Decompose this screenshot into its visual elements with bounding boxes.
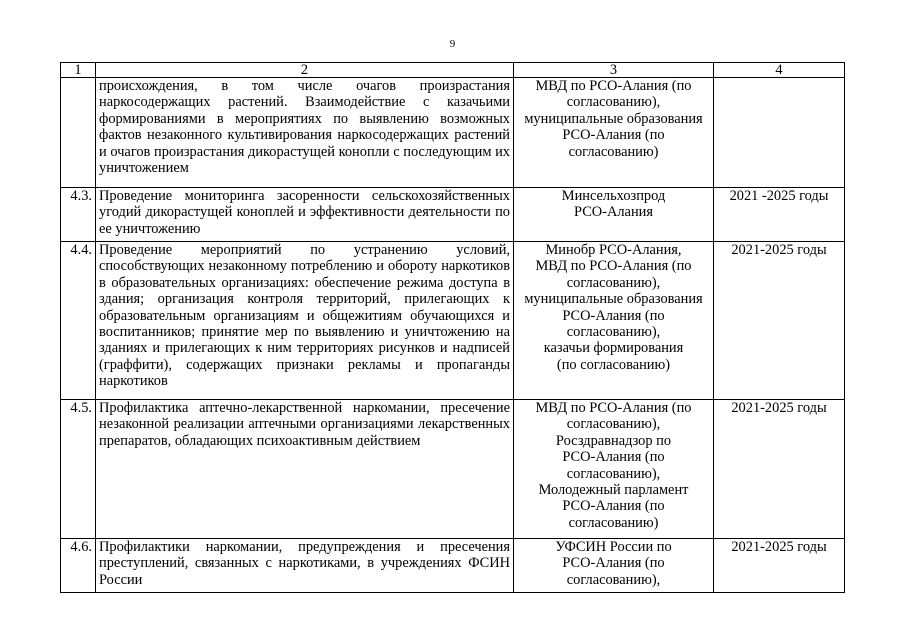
executor-line: согласованию) [568, 514, 659, 531]
period: 2021-2025 годы [714, 539, 845, 593]
executor-line: МВД по РСО-Алания (по [535, 78, 692, 94]
item-number: 4.5. [61, 400, 96, 539]
period: 2021 -2025 годы [714, 188, 845, 242]
executor-line: РСО-Алания (по [562, 555, 665, 572]
column-header-row [61, 63, 845, 78]
executors [514, 539, 714, 593]
table-row [61, 539, 845, 593]
executors [514, 242, 714, 400]
executor-line: согласованию), [566, 571, 661, 588]
measure-text: Проведение мониторинга засоренности сельскохозяйственных угодий дикорастущей коноплей и эффективности деятельности по ее уничтожению [96, 188, 514, 242]
executor-line: Молодежный парламент [538, 482, 689, 499]
plan-table [60, 62, 845, 593]
item-number: 4.3. [61, 188, 96, 242]
executors [514, 400, 714, 539]
period: 2021-2025 годы [714, 242, 845, 400]
column-header-3: 3 [514, 63, 714, 78]
measure-text: Проведение мероприятий по устранению условий, способствующих незаконному потреблению и обороту наркотиков в образовательных организациях: обеспечение режима доступа в здания; организация контроля территорий, прилегающих к образовательным организациям и общежитиям обучающихся и воспитанников; принятие мер по выявлению и уничтожению на зданиях и прилегающих к ним территориях рисунков и надписей (граффити), содержащих признаки рекламы и пропаганды наркотиков [96, 242, 514, 400]
executor-line: РСО-Алания (по [562, 498, 665, 515]
executors [514, 78, 714, 188]
item-number: 4.6. [61, 539, 96, 593]
executor-line: (по согласованию) [556, 356, 671, 373]
executor-line: согласованию), [566, 324, 661, 341]
table-row [61, 242, 845, 400]
executor-line: УФСИН России по [555, 539, 672, 555]
table-row [61, 400, 845, 539]
executor-line: РСО-Алания (по [562, 127, 665, 144]
column-header-4: 4 [714, 63, 845, 78]
period [714, 78, 845, 188]
executor-line: муниципальные образования [524, 110, 703, 127]
executor-line: РСО-Алания [574, 204, 653, 221]
measure-text: происхождения, в том числе очагов произрастания наркосодержащих растений. Взаимодействие с казачьими формированиями в мероприятиях по выявлению возможных фактов незаконного культивирования наркосодержащих растений и очагов произрастания дикорастущей конопли с последующим их уничтожением [96, 78, 514, 188]
executor-line: согласованию) [568, 143, 659, 160]
executor-line: Росздравнадзор по [555, 432, 672, 449]
column-header-2: 2 [96, 63, 514, 78]
executor-line: Минобр РСО-Алания, [545, 242, 682, 258]
executor-line: согласованию), [566, 416, 661, 433]
executor-line: муниципальные образования [524, 291, 703, 308]
page-number: 9 [449, 38, 456, 50]
executor-line: согласованию), [566, 274, 661, 291]
table-row [61, 188, 845, 242]
executor-line: РСО-Алания (по [562, 449, 665, 466]
executor-line: Минсельхозпрод [561, 188, 666, 204]
measure-text: Профилактика аптечно-лекарственной наркомании, пресечение незаконной реализации аптечными организациями лекарственных препаратов, обладающих психоактивным действием [96, 400, 514, 539]
executors [514, 188, 714, 242]
item-number [61, 78, 96, 188]
executor-line: МВД по РСО-Алания (по [535, 258, 692, 275]
executor-line: согласованию), [566, 94, 661, 111]
executor-line: казачьи формирования [543, 340, 684, 357]
executor-line: МВД по РСО-Алания (по [535, 400, 692, 416]
table-row [61, 78, 845, 188]
measure-text: Профилактики наркомании, предупреждения и пресечения преступлений, связанных с наркотиками, в учреждениях ФСИН России [96, 539, 514, 593]
column-header-1: 1 [61, 63, 96, 78]
executor-line: РСО-Алания (по [562, 307, 665, 324]
period: 2021-2025 годы [714, 400, 845, 539]
executor-line: согласованию), [566, 465, 661, 482]
item-number: 4.4. [61, 242, 96, 400]
